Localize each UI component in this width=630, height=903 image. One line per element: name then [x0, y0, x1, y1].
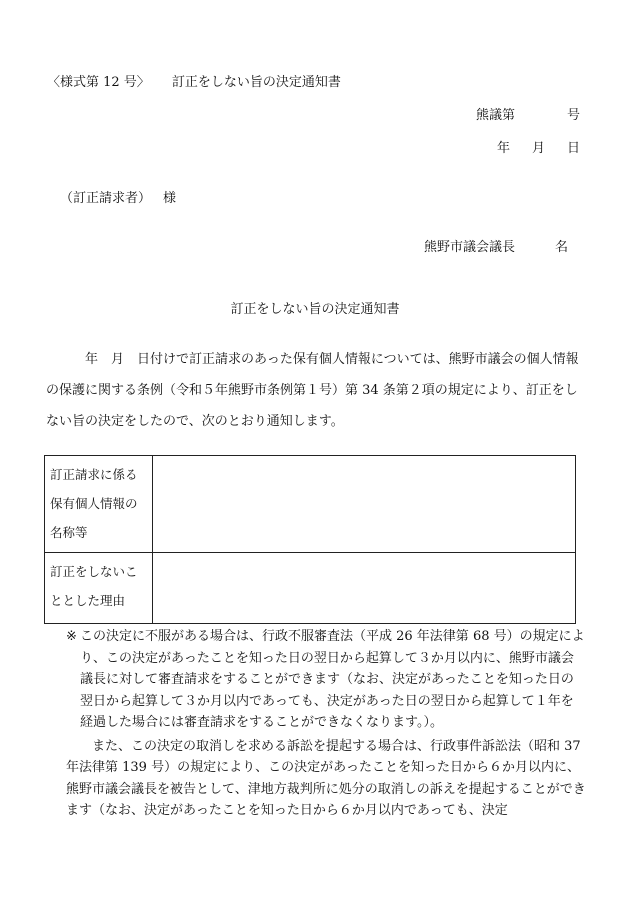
date-month: 月 — [531, 141, 545, 156]
row1-label: 訂正請求に係る保有個人情報の名称等 — [45, 456, 153, 553]
date-day: 日 — [566, 141, 580, 156]
addressee — [60, 187, 176, 206]
note-mark: ※ — [66, 629, 77, 644]
reference-number — [476, 104, 580, 123]
form-number: 〈様式第 12 号〉 — [47, 75, 150, 90]
issue-date — [497, 137, 580, 156]
body-paragraph — [46, 344, 586, 437]
document-title: 訂正をしない旨の決定通知書 — [230, 302, 400, 317]
note-2: また、この決定の取消しを求める訴訟を提起する場合は、行政事件訴訟法（昭和 37 年法律第 139 号）の規定により、この決定があったことを知った日から６か月以内に、熊野市議会議長を被告として、津地方裁判所に処分の取消しの訴えを提起することができます（なお、決定があったことを知った日から６か月以内であっても、決定 — [66, 738, 586, 818]
row1-value — [153, 456, 576, 553]
sender-title: 熊野市議会議長 — [423, 240, 515, 255]
table-row — [45, 456, 576, 553]
note-1-text: この決定に不服がある場合は、行政不服審査法（平成 26 年法律第 68 号）の規定により、この決定があったことを知った日の翌日から起算して３か月以内に、熊野市議会議長に対して審査請求をすることができます（なお、決定があったことを知った日の翌日から起算して３か月以内であっても、決定があった日の翌日から起算して１年を経過した場合には審査請求をすることができなくなります。）。 — [80, 629, 585, 730]
body-text: 年 月 日付けで訂正請求のあった保有個人情報については、熊野市議会の個人情報の保護に関する条例（令和５年熊野市条例第１号）第 34 条第２項の規定により、訂正をしない旨の決定をしたので、次のとおり通知します。 — [46, 352, 579, 429]
table-row — [45, 553, 576, 624]
reference-prefix: 熊議第 — [475, 108, 515, 123]
addressee-honorific: 様 — [163, 191, 177, 206]
note-1 — [66, 626, 586, 734]
row2-value — [153, 553, 576, 624]
notes — [66, 626, 586, 822]
info-table — [44, 455, 576, 624]
row2-label: 訂正をしないこととした理由 — [45, 553, 153, 624]
form-header — [47, 71, 341, 90]
form-title: 訂正をしない旨の決定通知書 — [171, 75, 341, 90]
reference-suffix: 号 — [566, 108, 580, 123]
addressee-name: （訂正請求者） — [60, 191, 152, 206]
sender-name-label: 名 — [554, 240, 568, 255]
date-year: 年 — [496, 141, 510, 156]
sender — [424, 236, 568, 255]
